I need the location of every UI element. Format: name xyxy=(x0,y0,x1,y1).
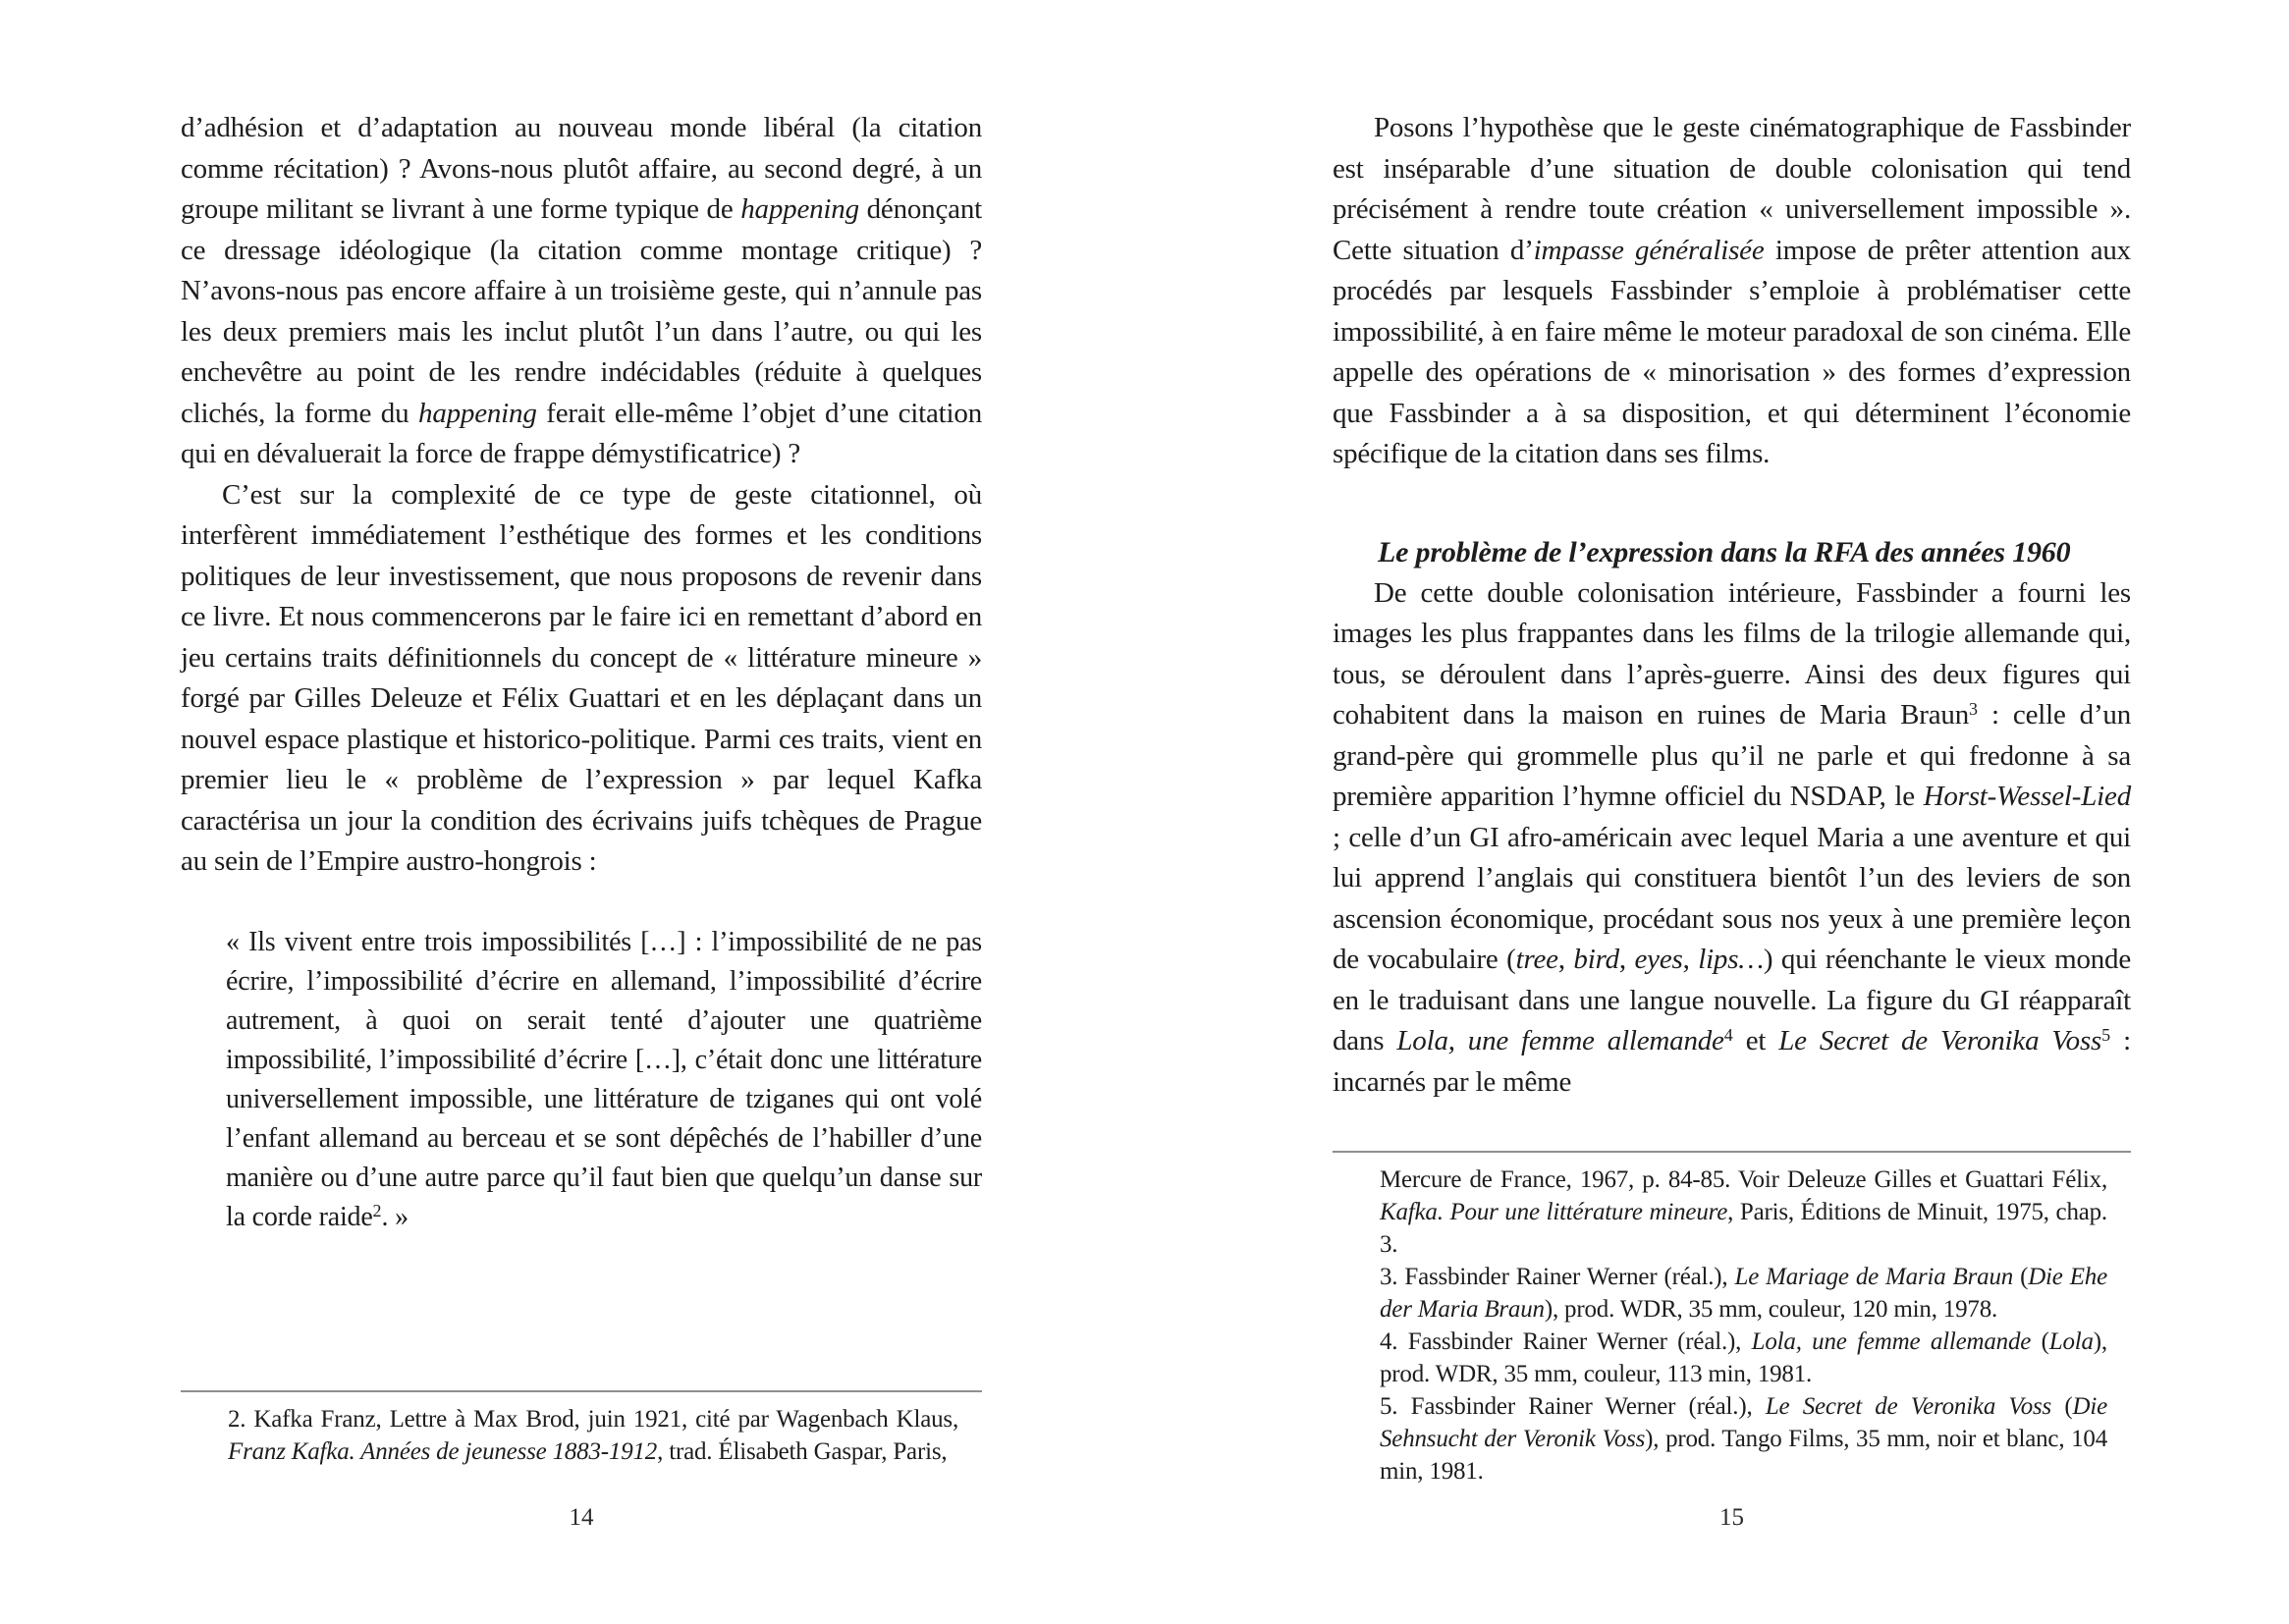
body-paragraph: d’adhésion et d’adaptation au nouveau monde libéral (la citation comme récitation) ? Avons-nous plutôt affaire, au second degré, à un groupe militant se livrant à une forme typique de happening dénonçant ce dressage idéologique (la citation comme montage critique) ? N’avons-nous pas encore affaire à un troisième geste, qui n’annule pas les deux premiers mais les inclut plutôt l’un dans l’autre, ou qui les enchevêtre au point de les rendre indécidables (réduite à quelques clichés, la forme du happening ferait elle-même l’objet d’une citation qui en dévaluerait la force de frappe démystificatrice) ? xyxy=(181,112,982,469)
right-page-body xyxy=(1333,108,2131,1103)
footnote: 2. Kafka Franz, Lettre à Max Brod, juin 1921, cité par Wagenbach Klaus, Franz Kafka. Années de jeunesse 1883-1912, trad. Élisabeth Gaspar, Paris, xyxy=(228,1406,958,1465)
footnote: Mercure de France, 1967, p. 84-85. Voir Deleuze Gilles et Guattari Félix, Kafka. Pour une littérature mineure, Paris, Éditions de Minuit, 1975, chap. 3. xyxy=(1380,1166,2107,1258)
footnote-divider xyxy=(181,1390,982,1392)
block-quote: « Ils vivent entre trois impossibilités […] : l’impossibilité de ne pas écrire, l’impossibilité d’écrire en allemand, l’impossibilité d’écrire autrement, à quoi on serait tenté d’ajouter une quatrième impossibilité, l’impossibilité d’écrire […], c’était donc une littérature universellement impossible, une littérature de tziganes qui ont volé l’enfant allemand au berceau et se sont dépêchés de l’habiller d’une manière ou d’une autre parce qu’il faut bien que quelqu’un danse sur la corde raide$^2$. » xyxy=(226,926,982,1232)
left-page xyxy=(181,0,982,1624)
footnote: 5. Fassbinder Rainer Werner (réal.), Le Secret de Veronika Voss (Die Sehnsucht der Veronik Voss), prod. Tango Films, 35 mm, noir et blanc, 104 min, 1981. xyxy=(1380,1393,2107,1485)
page-number: 15 xyxy=(1719,1504,1744,1531)
section-heading: Le problème de l’expression dans la RFA des années 1960 xyxy=(1378,535,2071,568)
left-page-body xyxy=(181,108,982,1237)
page-number: 14 xyxy=(569,1504,594,1531)
footnote: 4. Fassbinder Rainer Werner (réal.), Lola, une femme allemande (Lola), prod. WDR, 35 mm, couleur, 113 min, 1981. xyxy=(1380,1328,2107,1387)
footnote-area xyxy=(181,1390,982,1468)
body-paragraph: C’est sur la complexité de ce type de geste citationnel, où interfèrent immédiatement l’esthétique des formes et les conditions politiques de leur investissement, que nous proposons de revenir dans ce livre. Et nous commencerons par le faire ici en remettant d’abord en jeu certains traits définitionnels du concept de « littérature mineure » forgé par Gilles Deleuze et Félix Guattari et en les déplaçant dans un nouvel espace plastique et historico-politique. Parmi ces traits, vient en premier lieu le « problème de l’expression » par lequel Kafka caractérisa un jour la condition des écrivains juifs tchèques de Prague au sein de l’Empire austro-hongrois : xyxy=(181,478,982,877)
body-paragraph: De cette double colonisation intérieure, Fassbinder a fourni les images les plus frappantes dans les films de la trilogie allemande qui, tous, se déroulent dans l’après-guerre. Ainsi des deux figures qui cohabitent dans la maison en ruines de Maria Braun$^3$ : celle d’un grand-père qui grommelle plus qu’il ne parle et qui fredonne à sa première apparition l’hymne officiel du NSDAP, le Horst-Wessel-Lied ; celle d’un GI afro-américain avec lequel Maria a une aventure et qui lui apprend l’anglais qui constituera bientôt l’un des leviers de son ascension économique, procédant sous nos yeux à une première leçon de vocabulaire (tree, bird, eyes, lips…) qui réenchante le vieux monde en le traduisant dans une langue nouvelle. La figure du GI réapparaît dans Lola, une femme allemande$^4$ et Le Secret de Veronika Voss$^5$ : incarnés par le même xyxy=(1333,576,2132,1098)
body-paragraph: Posons l’hypothèse que le geste cinématographique de Fassbinder est inséparable d’une situation de double colonisation qui tend précisément à rendre toute création « universellement impossible ». Cette situation d’impasse généralisée impose de prêter attention aux procédés par lesquels Fassbinder s’emploie à problématiser cette impossibilité, à en faire même le moteur paradoxal de son cinéma. Elle appelle des opérations de « minorisation » des formes d’expression que Fassbinder a à sa disposition, et qui déterminent l’économie spécifique de la citation dans ses films. xyxy=(1333,112,2131,469)
footnote-divider xyxy=(1333,1151,2131,1153)
footnote: 3. Fassbinder Rainer Werner (réal.), Le Mariage de Maria Braun (Die Ehe der Maria Braun), prod. WDR, 35 mm, couleur, 120 min, 1978. xyxy=(1380,1264,2107,1323)
right-page xyxy=(1333,0,2131,1624)
footnote-area xyxy=(1333,1151,2131,1488)
